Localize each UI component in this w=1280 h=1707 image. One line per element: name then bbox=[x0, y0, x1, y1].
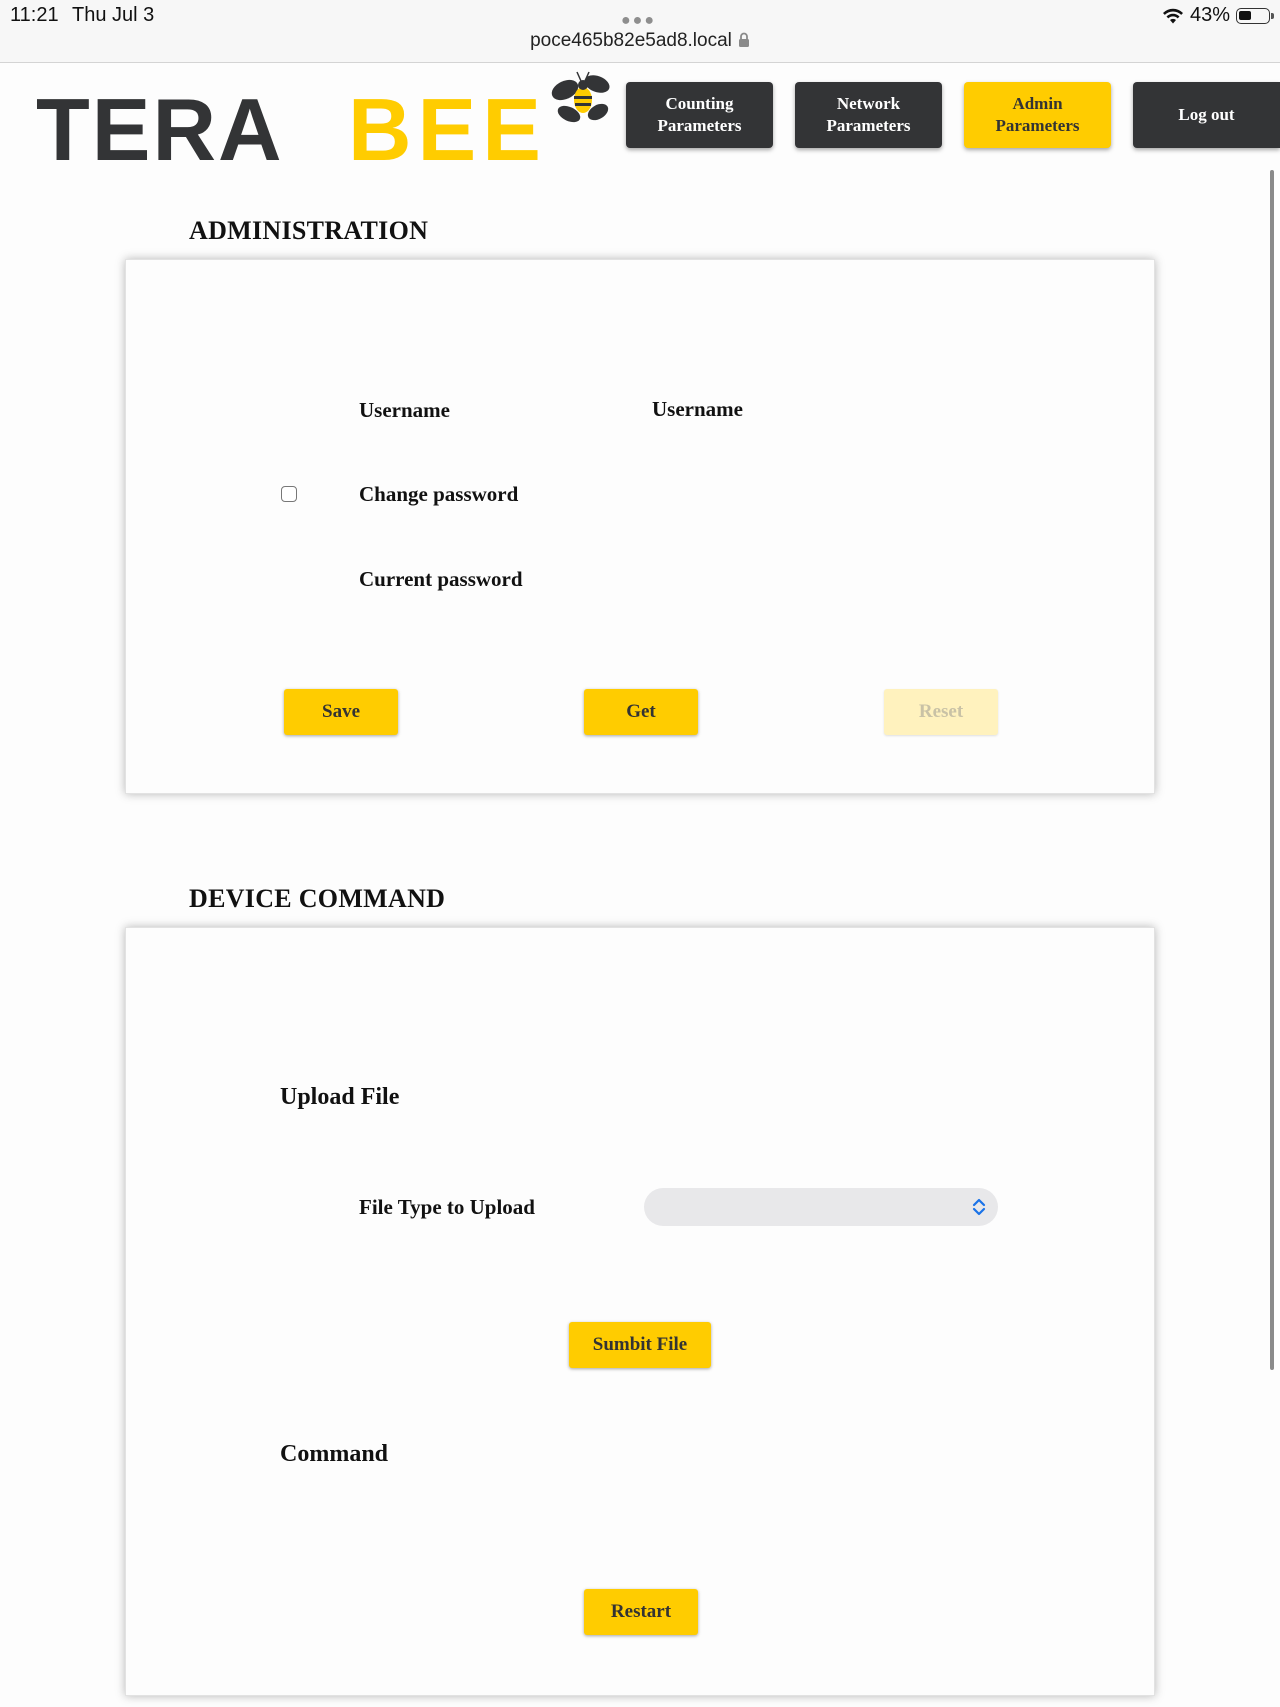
bee-icon bbox=[549, 72, 612, 125]
change-password-label: Change password bbox=[359, 482, 519, 506]
battery-percent: 43% bbox=[1189, 4, 1230, 26]
logo-bee-text: BEE bbox=[348, 80, 547, 176]
url-text: poce465b82e5ad8.local bbox=[530, 30, 732, 51]
nav-network-line1: Network bbox=[836, 94, 901, 113]
nav-admin-parameters[interactable] bbox=[964, 82, 1111, 148]
get-button[interactable]: Get bbox=[584, 689, 698, 735]
status-date: Thu Jul 3 bbox=[72, 4, 155, 26]
username-label: Username bbox=[359, 398, 450, 422]
change-password-checkbox[interactable] bbox=[281, 486, 297, 502]
nav-counting-line2: Parameters bbox=[657, 116, 742, 135]
username-value: Username bbox=[652, 397, 743, 421]
save-button[interactable]: Save bbox=[284, 689, 398, 735]
restart-button[interactable]: Restart bbox=[584, 1589, 698, 1635]
terabee-logo[interactable] bbox=[36, 66, 616, 176]
status-indicators bbox=[1162, 4, 1270, 27]
battery-icon bbox=[1236, 8, 1270, 24]
nav-admin-line2: Parameters bbox=[995, 116, 1080, 135]
nav-counting-parameters[interactable] bbox=[626, 82, 773, 148]
status-bar bbox=[0, 0, 1280, 63]
nav-counting-line1: Counting bbox=[665, 94, 734, 113]
file-type-label: File Type to Upload bbox=[359, 1195, 535, 1219]
administration-title: ADMINISTRATION bbox=[189, 216, 429, 245]
logo-tera-text: TERA bbox=[36, 80, 284, 176]
wifi-icon bbox=[1162, 7, 1184, 25]
address-bar[interactable] bbox=[0, 30, 1280, 52]
status-time: 11:21 bbox=[10, 4, 59, 26]
nav-admin-line1: Admin bbox=[1012, 94, 1063, 113]
file-type-select[interactable] bbox=[644, 1188, 998, 1226]
scrollbar[interactable] bbox=[1270, 170, 1274, 1370]
device-command-title: DEVICE COMMAND bbox=[189, 884, 446, 913]
lock-icon bbox=[738, 32, 750, 48]
nav-network-line2: Parameters bbox=[826, 116, 911, 135]
current-password-label: Current password bbox=[359, 567, 523, 591]
nav-network-parameters[interactable] bbox=[795, 82, 942, 148]
select-chevron-icon bbox=[970, 1197, 988, 1217]
administration-card bbox=[125, 259, 1155, 794]
nav-logout-button[interactable] bbox=[1133, 82, 1280, 148]
reset-button[interactable]: Reset bbox=[884, 689, 998, 735]
device-command-card bbox=[125, 927, 1155, 1696]
nav-logout-label: Log out bbox=[1178, 105, 1235, 124]
upload-file-heading: Upload File bbox=[280, 1084, 400, 1110]
more-dots-icon[interactable]: ●●● bbox=[621, 12, 656, 29]
submit-file-button[interactable]: Sumbit File bbox=[569, 1322, 711, 1368]
command-heading: Command bbox=[280, 1441, 389, 1467]
